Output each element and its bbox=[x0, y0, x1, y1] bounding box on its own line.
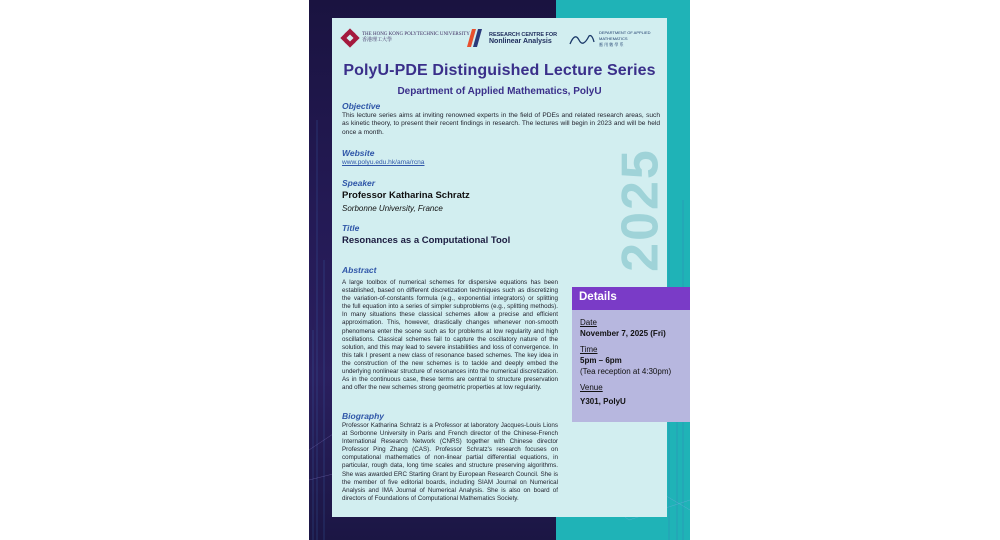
polyu-emblem-icon bbox=[342, 30, 358, 46]
polyu-logo bbox=[342, 30, 470, 46]
abstract-heading: Abstract bbox=[342, 265, 377, 275]
venue-label: Venue bbox=[580, 383, 603, 392]
speaker-affiliation: Sorbonne University, France bbox=[342, 204, 443, 213]
ama-wave-icon bbox=[569, 32, 595, 46]
ama-logo bbox=[569, 30, 662, 48]
rcna-line2: Nonlinear Analysis bbox=[489, 37, 552, 45]
ama-name-en: DEPARTMENT OF APPLIED MATHEMATICS bbox=[599, 30, 651, 41]
speaker-heading: Speaker bbox=[342, 178, 376, 188]
polyu-name-zh: 香港理工大學 bbox=[362, 38, 393, 43]
talk-title: Resonances as a Computational Tool bbox=[342, 235, 511, 246]
department-subtitle: Department of Applied Mathematics, PolyU bbox=[397, 86, 602, 97]
rcna-line1: RESEARCH CENTRE FOR bbox=[489, 31, 558, 38]
website-heading: Website bbox=[342, 148, 375, 158]
details-heading: Details bbox=[572, 287, 690, 310]
biography-text: Professor Katharina Schratz is a Professor at laboratory Jacques-Louis Lions at Sorbonne University in Paris and French director of the Chinese-French International Research Network (CNRS) together with Chinese director Professor Ping Zhang (CAS). Professor Schratz's research focuses on computational mathematics of non-linear partial differential equations, in particular, rough data, long time scales and structure preserving algorithms. She was awarded ERC Starting Grant by European Research Council. She is the member of five editorial boards, including SIAM Journal on Numerical Analysis and IMA Journal of Numerical Analysis. She is also on board of directors of Foundations of Computational Mathematics Society. bbox=[342, 422, 558, 502]
time-value: 5pm – 6pm bbox=[580, 356, 622, 365]
website-link[interactable]: www.polyu.edu.hk/ama/rcna bbox=[342, 159, 425, 166]
biography-heading: Biography bbox=[342, 411, 385, 421]
ama-name-zh: 應 用 數 學 系 bbox=[599, 42, 624, 47]
rcna-emblem-icon bbox=[465, 29, 485, 47]
year-text: 2025 bbox=[611, 148, 670, 272]
lecture-series-title: PolyU-PDE Distinguished Lecture Series bbox=[343, 62, 656, 79]
polyu-name-en: THE HONG KONG POLYTECHNIC UNIVERSITY bbox=[362, 32, 470, 37]
content-panel bbox=[332, 18, 670, 517]
date-value: November 7, 2025 (Fri) bbox=[580, 329, 666, 338]
details-box bbox=[572, 310, 690, 422]
poster bbox=[309, 0, 690, 540]
objective-text: This lecture series aims at inviting renowned experts in the field of PDEs and related research areas, such as kinetic theory, to present their recent findings in research. The lectures will begin in 2023 and will be held once a month. bbox=[342, 112, 660, 136]
date-label: Date bbox=[580, 318, 597, 327]
rcna-logo bbox=[465, 29, 557, 47]
abstract-text: A large toolbox of numerical schemes for dispersive equations has been established, based on different discretization techniques such as discretizing the variation-of-constants formula (e.g., exponential integrators) or splitting the full equation into a series of simpler subproblems (e.g., splitting methods). In many situations these classical schemes allow a precise and efficient approximation. This, however, drastically changes whenever non-smooth phenomena enter the scene such as for problems at low regularity and high oscillations. Classical schemes fail to capture the oscillatory nature of the solution, and this may lead to severe instabilities and loss of convergence. In this talk I present a new class of resonance based schemes. The key idea in the construction of the new schemes is to tackle and deeply embed the underlying nonlinear structure of resonances into the numerical discretization. As in the continuous case, these terms are central to structure preservation and offer the new schemes strong geometric properties at low regularity. bbox=[342, 279, 558, 392]
venue-value: Y301, PolyU bbox=[580, 397, 626, 406]
time-label: Time bbox=[580, 345, 598, 354]
title-heading: Title bbox=[342, 223, 360, 233]
objective-heading: Objective bbox=[342, 101, 381, 111]
time-note: (Tea reception at 4:30pm) bbox=[580, 367, 672, 376]
speaker-name: Professor Katharina Schratz bbox=[342, 190, 470, 201]
year-watermark bbox=[611, 130, 670, 290]
logo-bar bbox=[342, 28, 662, 50]
